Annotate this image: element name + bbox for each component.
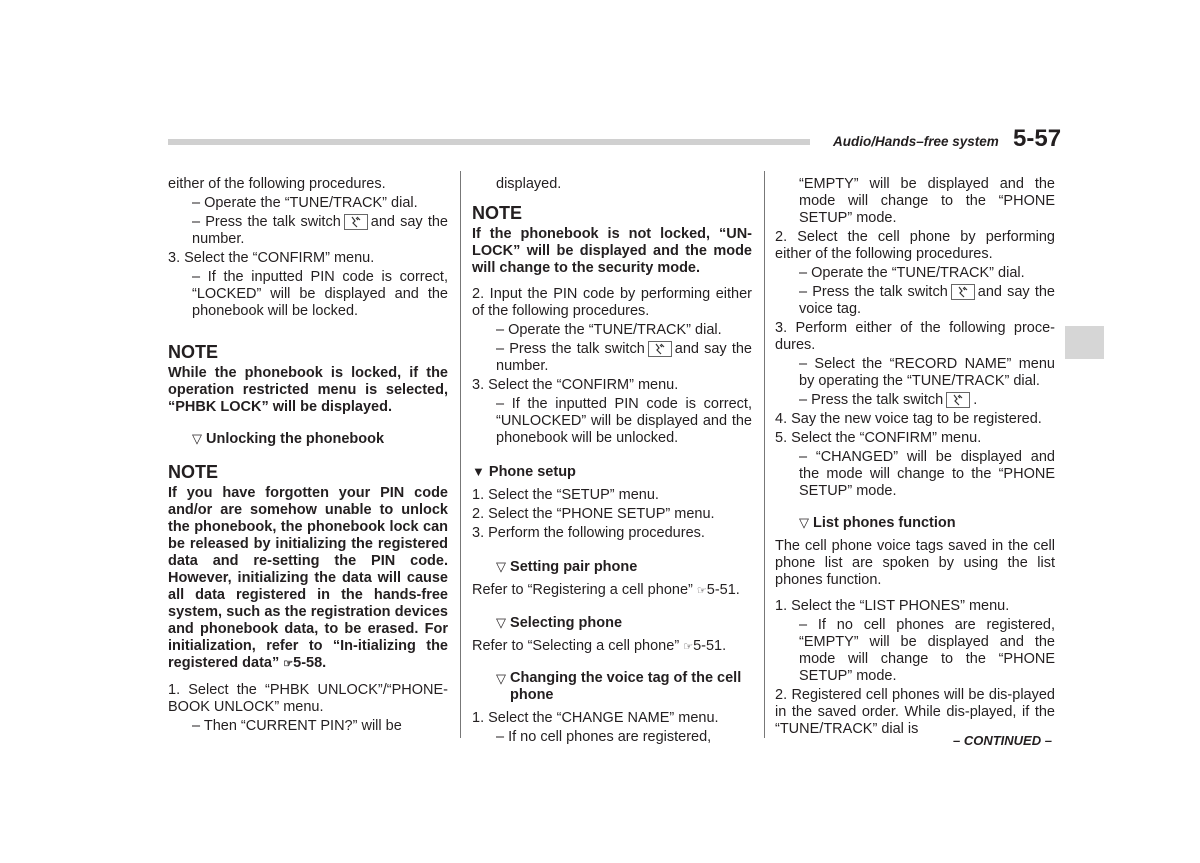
numbered-step: 2. Select the “PHONE SETUP” menu. — [472, 506, 715, 522]
section-heading-text: Phone setup — [488, 464, 576, 480]
subsection-heading — [472, 614, 752, 632]
procedure-step: – Operate the “TUNE/TRACK” dial. — [496, 322, 722, 338]
column-3 — [775, 176, 1055, 740]
column-divider — [764, 171, 765, 738]
subsection-heading — [775, 514, 1055, 532]
reference-label: Refer to “Registering a cell phone” — [472, 582, 693, 598]
procedure-step: – If no cell phones are registered, — [496, 729, 712, 745]
page-number: 5-57 — [1013, 125, 1062, 152]
open-triangle-icon: ▽ — [192, 431, 202, 446]
page-reference: 5-58. — [293, 655, 327, 671]
step-text: . — [973, 392, 978, 408]
numbered-step: 1. Select the “CHANGE NAME” menu. — [472, 710, 719, 726]
step-text: – Press the talk switch — [192, 214, 341, 230]
step-text: and say the number. — [192, 214, 448, 247]
talk-switch-icon — [344, 214, 368, 230]
procedure-step: – If the inputted PIN code is correct, “UNLOCKED” will be displayed and the phonebook will be unlocked. — [496, 396, 752, 446]
subsection-heading — [472, 558, 752, 576]
procedure-step: “EMPTY” will be displayed and the mode will change to the “PHONE SETUP” mode. — [799, 176, 1055, 226]
reference-text — [472, 638, 752, 656]
chapter-tab — [1065, 326, 1104, 359]
procedure-step — [775, 284, 1055, 318]
open-triangle-icon: ▽ — [799, 515, 809, 530]
note-text — [168, 485, 448, 673]
reference-icon: ☞ — [696, 585, 707, 597]
body-text: either of the following procedures. — [168, 176, 386, 192]
note-body: If you have forgotten your PIN code and/or are somehow unable to unlock the phonebook, the phonebook lock can be released by initializing the registered data and re-setting the PIN code. However, initializing the data will cause all data registered in the hands-free system, such as the registration devices and phonebook data, to be erased. For initialization, refer to “In-itializing the registered data” — [168, 485, 448, 671]
procedure-step — [775, 392, 1055, 409]
procedure-step — [472, 341, 752, 375]
subsection-title: Setting pair phone — [510, 559, 638, 575]
procedure-step — [168, 214, 448, 248]
note-heading: NOTE — [168, 462, 219, 482]
numbered-step: 3. Select the “CONFIRM” menu. — [472, 377, 679, 393]
column-1 — [168, 176, 448, 737]
numbered-step: 1. Select the “PHBK UNLOCK”/“PHONE-BOOK UNLOCK” menu. — [168, 682, 448, 715]
page-reference: 5-51. — [706, 582, 740, 598]
procedure-step: – Operate the “TUNE/TRACK” dial. — [799, 265, 1025, 281]
step-text: – Press the talk switch — [496, 341, 645, 357]
numbered-step: 3. Select the “CONFIRM” menu. — [168, 250, 375, 266]
talk-switch-icon — [951, 284, 975, 300]
step-text: – Press the talk switch — [799, 392, 944, 408]
numbered-step: 4. Say the new voice tag to be registered. — [775, 411, 1042, 427]
open-triangle-icon: ▽ — [496, 559, 506, 574]
subsection-title: Selecting phone — [510, 615, 623, 631]
numbered-step: 2. Select the cell phone by performing either of the following procedures. — [775, 229, 1055, 262]
reference-text — [472, 582, 752, 600]
procedure-step: – If the inputted PIN code is correct, “LOCKED” will be displayed and the phonebook will be locked. — [192, 269, 448, 319]
open-triangle-icon: ▽ — [496, 615, 506, 630]
step-text: and say the voice tag. — [799, 284, 1055, 317]
numbered-step: 2. Registered cell phones will be dis-played in the saved order. While dis-played, if the “TUNE/TRACK” dial is — [775, 687, 1055, 737]
subsection-title: Unlocking the phonebook — [206, 431, 385, 447]
column-divider — [460, 171, 461, 738]
note-heading: NOTE — [472, 203, 523, 223]
section-title: Audio/Hands–free system — [833, 134, 999, 149]
procedure-step: – Then “CURRENT PIN?” will be — [192, 718, 402, 734]
procedure-step: – If no cell phones are registered, “EMPTY” will be displayed and the mode will change to the “PHONE SETUP” mode. — [799, 617, 1055, 684]
note-text: While the phonebook is locked, if the operation restricted menu is selected, “PHBK LOCK” will be displayed. — [168, 365, 448, 415]
numbered-step: 1. Select the “SETUP” menu. — [472, 487, 659, 503]
numbered-step: 2. Input the PIN code by performing either of the following procedures. — [472, 286, 752, 319]
note-text: If the phonebook is not locked, “UN-LOCK” will be displayed and the mode will change to the security mode. — [472, 226, 752, 276]
continued-label: – CONTINUED – — [953, 733, 1052, 748]
talk-switch-icon — [946, 392, 970, 408]
solid-triangle-icon: ▼ — [472, 464, 485, 479]
procedure-step: – Select the “RECORD NAME” menu by operating the “TUNE/TRACK” dial. — [799, 356, 1055, 389]
page-reference: 5-51. — [693, 638, 727, 654]
reference-icon: ☞ — [283, 658, 294, 670]
reference-icon: ☞ — [683, 641, 694, 653]
header-rule — [168, 139, 810, 145]
section-heading — [472, 463, 752, 481]
open-triangle-icon: ▽ — [496, 671, 506, 686]
subsection-heading — [472, 670, 752, 704]
subsection-title: List phones function — [813, 515, 956, 531]
step-text: – Press the talk switch — [799, 284, 948, 300]
note-heading: NOTE — [168, 342, 219, 362]
talk-switch-icon — [648, 341, 672, 357]
reference-label: Refer to “Selecting a cell phone” — [472, 638, 680, 654]
body-text: displayed. — [496, 176, 562, 192]
body-text: The cell phone voice tags saved in the cell phone list are spoken by using the list phones function. — [775, 538, 1055, 588]
numbered-step: 1. Select the “LIST PHONES” menu. — [775, 598, 1010, 614]
procedure-step: – “CHANGED” will be displayed and the mode will change to the “PHONE SETUP” mode. — [799, 449, 1055, 499]
subsection-title: Changing the voice tag of the cell phone — [510, 670, 742, 703]
subsection-heading — [168, 430, 448, 448]
step-text: and say the number. — [496, 341, 752, 374]
numbered-step: 3. Perform either of the following proce-dures. — [775, 320, 1055, 353]
numbered-step: 5. Select the “CONFIRM” menu. — [775, 430, 982, 446]
procedure-step: – Operate the “TUNE/TRACK” dial. — [192, 195, 418, 211]
numbered-step: 3. Perform the following procedures. — [472, 525, 705, 541]
column-2 — [472, 176, 752, 748]
